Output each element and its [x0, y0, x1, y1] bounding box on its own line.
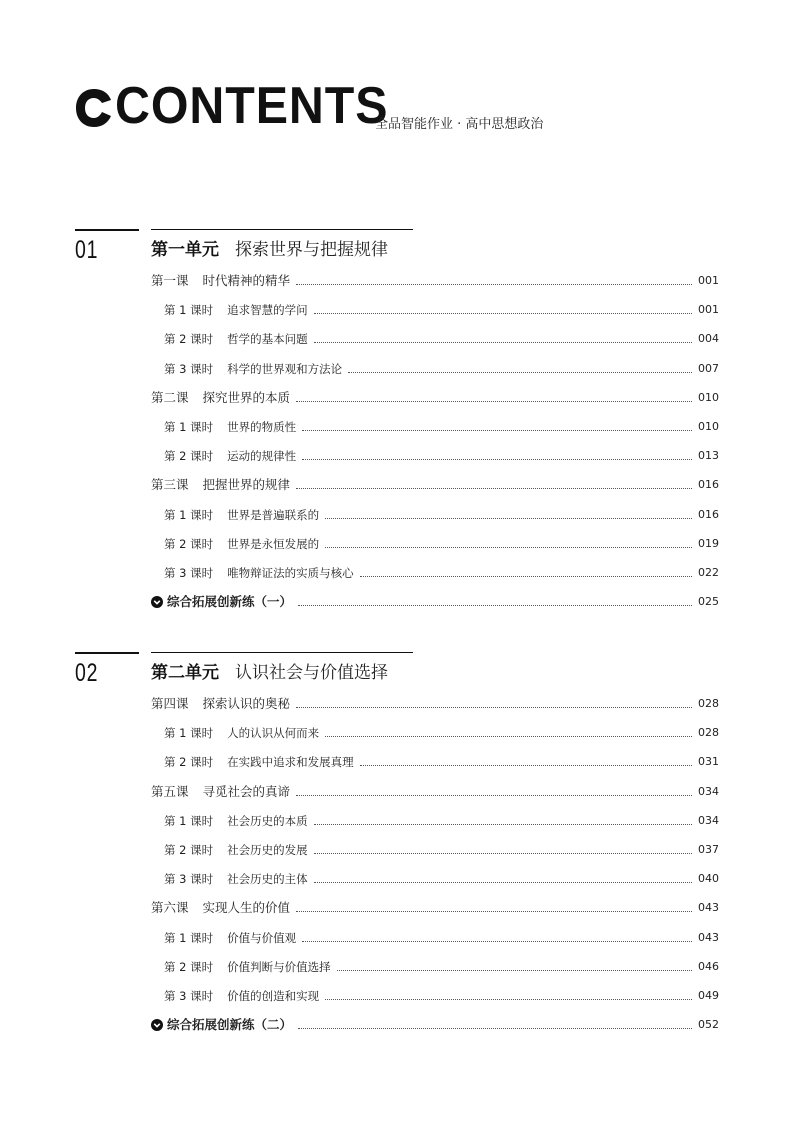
unit-name: 认识社会与价值选择 [235, 663, 388, 683]
dot-leader [325, 546, 692, 548]
toc-lesson-row[interactable] [151, 696, 718, 712]
dot-leader [348, 371, 692, 373]
toc-period-row[interactable] [164, 536, 718, 552]
dot-leader [296, 706, 692, 708]
toc-period-row[interactable] [164, 754, 718, 770]
page-number: 013 [698, 449, 719, 463]
toc-entry-title: 价值的创造和实现 [227, 989, 320, 1003]
toc-entry-title: 探索认识的奥秘 [202, 696, 291, 711]
page-number: 025 [698, 595, 719, 609]
toc-entry-title: 寻觅社会的真谛 [202, 783, 291, 799]
dot-leader [296, 400, 692, 402]
toc-period-row[interactable] [164, 302, 718, 318]
dot-leader [314, 341, 692, 343]
dot-leader [314, 312, 692, 314]
toc-entry-label: 第 1 课时 [164, 507, 214, 522]
toc-entry-label: 第五课 [151, 783, 189, 799]
toc-entry-title: 把握世界的规律 [202, 477, 291, 493]
page-number: 049 [698, 989, 719, 1002]
toc-period-row[interactable] [164, 448, 718, 464]
dot-leader [296, 487, 692, 489]
toc-entry-label: 第四课 [151, 696, 189, 711]
toc-entry-label: 第 2 课时 [164, 536, 214, 551]
toc-entry-label: 综合拓展创新练（二） [167, 1017, 293, 1033]
toc-entry-title: 追求智慧的学问 [227, 303, 308, 318]
toc-entry-title: 世界是永恒发展的 [227, 536, 320, 551]
chevron-circle-icon [151, 1019, 163, 1031]
toc-entry-title: 社会历史的本质 [227, 813, 308, 828]
toc-entry-label: 第 3 课时 [164, 361, 214, 376]
toc-entry-label: 第 1 课时 [164, 303, 214, 318]
toc-period-row[interactable] [164, 930, 718, 946]
toc-lesson-row[interactable] [151, 477, 718, 493]
toc-entry-label: 第 3 课时 [164, 566, 214, 580]
toc-entry-title: 世界的物质性 [227, 420, 297, 434]
toc-lesson-row[interactable] [151, 273, 718, 289]
toc-entry-label: 第 2 课时 [164, 332, 214, 347]
page-number: 034 [698, 784, 719, 798]
unit-heading [151, 658, 388, 683]
unit-title-rule [151, 229, 413, 230]
toc-entry-label: 第 3 课时 [164, 989, 214, 1003]
toc-period-row[interactable] [164, 842, 718, 858]
dot-leader [302, 429, 692, 431]
page-number: 043 [698, 901, 719, 915]
toc-review-row[interactable] [151, 1017, 718, 1033]
chevron-circle-icon [151, 596, 163, 608]
toc-period-row[interactable] [164, 725, 718, 741]
unit-number: 01 [75, 236, 99, 264]
toc-entry-label: 第三课 [151, 477, 189, 493]
toc-entry-label: 第一课 [151, 273, 189, 288]
logo-badge-text: 目录 [86, 105, 105, 115]
page-number: 052 [698, 1018, 719, 1032]
toc-entry-label: 综合拓展创新练（一） [167, 594, 293, 610]
page-number: 010 [698, 390, 719, 404]
toc-entry-label: 第 2 课时 [164, 449, 214, 464]
toc-entry-title: 在实践中追求和发展真理 [227, 755, 354, 770]
dot-leader [360, 575, 692, 577]
toc-period-row[interactable] [164, 871, 718, 887]
toc-entry-label: 第 1 课时 [164, 813, 214, 828]
dot-leader [325, 998, 692, 1000]
unit-label: 第一单元 [151, 240, 219, 260]
unit-label: 第二单元 [151, 663, 219, 683]
toc-period-row[interactable] [164, 361, 718, 377]
toc-entry-title: 探究世界的本质 [202, 389, 291, 405]
toc-entry-title: 价值判断与价值选择 [227, 959, 331, 974]
unit-title-rule [151, 652, 413, 653]
toc-lesson-row[interactable] [151, 390, 718, 406]
page-number: 043 [698, 930, 719, 944]
page-number: 019 [698, 536, 719, 550]
page-number: 016 [698, 478, 719, 492]
page-number: 001 [698, 303, 719, 317]
toc-entry-title: 世界是普遍联系的 [227, 507, 320, 522]
page-number: 022 [698, 566, 719, 579]
toc-entry-title: 社会历史的发展 [227, 843, 308, 857]
toc-entry-title: 价值与价值观 [227, 930, 297, 945]
page-number: 010 [698, 420, 719, 433]
book-subtitle: 全品智能作业 · 高中思想政治 [375, 117, 544, 132]
dot-leader [298, 1027, 692, 1029]
page-number: 037 [698, 843, 719, 856]
toc-entry-label: 第 2 课时 [164, 843, 214, 857]
page-number: 016 [698, 507, 719, 521]
logo-badge-icon [75, 88, 113, 128]
toc-entry-title: 实现人生的价值 [202, 900, 291, 916]
toc-period-row[interactable] [164, 988, 718, 1004]
toc-entry-label: 第 1 课时 [164, 726, 214, 741]
page-number: 028 [698, 697, 719, 710]
toc-entry-label: 第 3 课时 [164, 872, 214, 887]
toc-period-row[interactable] [164, 507, 718, 523]
unit-number-rule [75, 229, 139, 231]
dot-leader [325, 735, 692, 737]
dot-leader [337, 969, 692, 971]
unit-number: 02 [75, 659, 99, 687]
dot-leader [302, 940, 692, 942]
toc-entry-label: 第六课 [151, 900, 189, 916]
toc-entry-label: 第 1 课时 [164, 930, 214, 945]
unit-number-rule [75, 652, 139, 654]
dot-leader [314, 881, 692, 883]
toc-entry-label: 第 2 课时 [164, 755, 214, 770]
page-number: 034 [698, 813, 719, 827]
contents-title: CONTENTS [115, 77, 389, 135]
toc-lesson-row[interactable] [151, 784, 718, 800]
dot-leader [360, 764, 692, 766]
unit-name: 探索世界与把握规律 [235, 240, 388, 260]
page-number: 031 [698, 755, 719, 769]
toc-entry-title: 运动的规律性 [227, 449, 297, 464]
unit-heading [151, 235, 388, 260]
page-number: 001 [698, 274, 719, 287]
page-number: 004 [698, 332, 719, 346]
toc-entry-label: 第 2 课时 [164, 959, 214, 974]
toc-entry-title: 人的认识从何而来 [227, 726, 320, 741]
dot-leader [302, 458, 692, 460]
dot-leader [296, 794, 692, 796]
toc-review-row[interactable] [151, 594, 718, 610]
toc-entry-title: 时代精神的精华 [202, 273, 291, 288]
dot-leader [314, 852, 692, 854]
toc-entry-title: 唯物辩证法的实质与核心 [227, 566, 354, 580]
toc-period-row[interactable] [164, 565, 718, 581]
toc-entry-label: 第 1 课时 [164, 420, 214, 434]
toc-entry-title: 科学的世界观和方法论 [227, 361, 343, 376]
page-number: 028 [698, 726, 719, 740]
toc-period-row[interactable] [164, 959, 718, 975]
toc-entry-title: 社会历史的主体 [227, 872, 308, 887]
toc-period-row[interactable] [164, 419, 718, 435]
page-number: 040 [698, 872, 719, 886]
dot-leader [314, 823, 692, 825]
dot-leader [296, 910, 692, 912]
toc-period-row[interactable] [164, 331, 718, 347]
dot-leader [325, 517, 692, 519]
toc-entry-label: 第二课 [151, 389, 189, 405]
toc-header [75, 77, 635, 135]
page-number: 046 [698, 959, 719, 973]
page-number: 007 [698, 361, 719, 375]
toc-period-row[interactable] [164, 813, 718, 829]
toc-lesson-row[interactable] [151, 900, 718, 916]
dot-leader [298, 604, 692, 606]
dot-leader [296, 283, 692, 285]
toc-entry-title: 哲学的基本问题 [227, 332, 308, 347]
